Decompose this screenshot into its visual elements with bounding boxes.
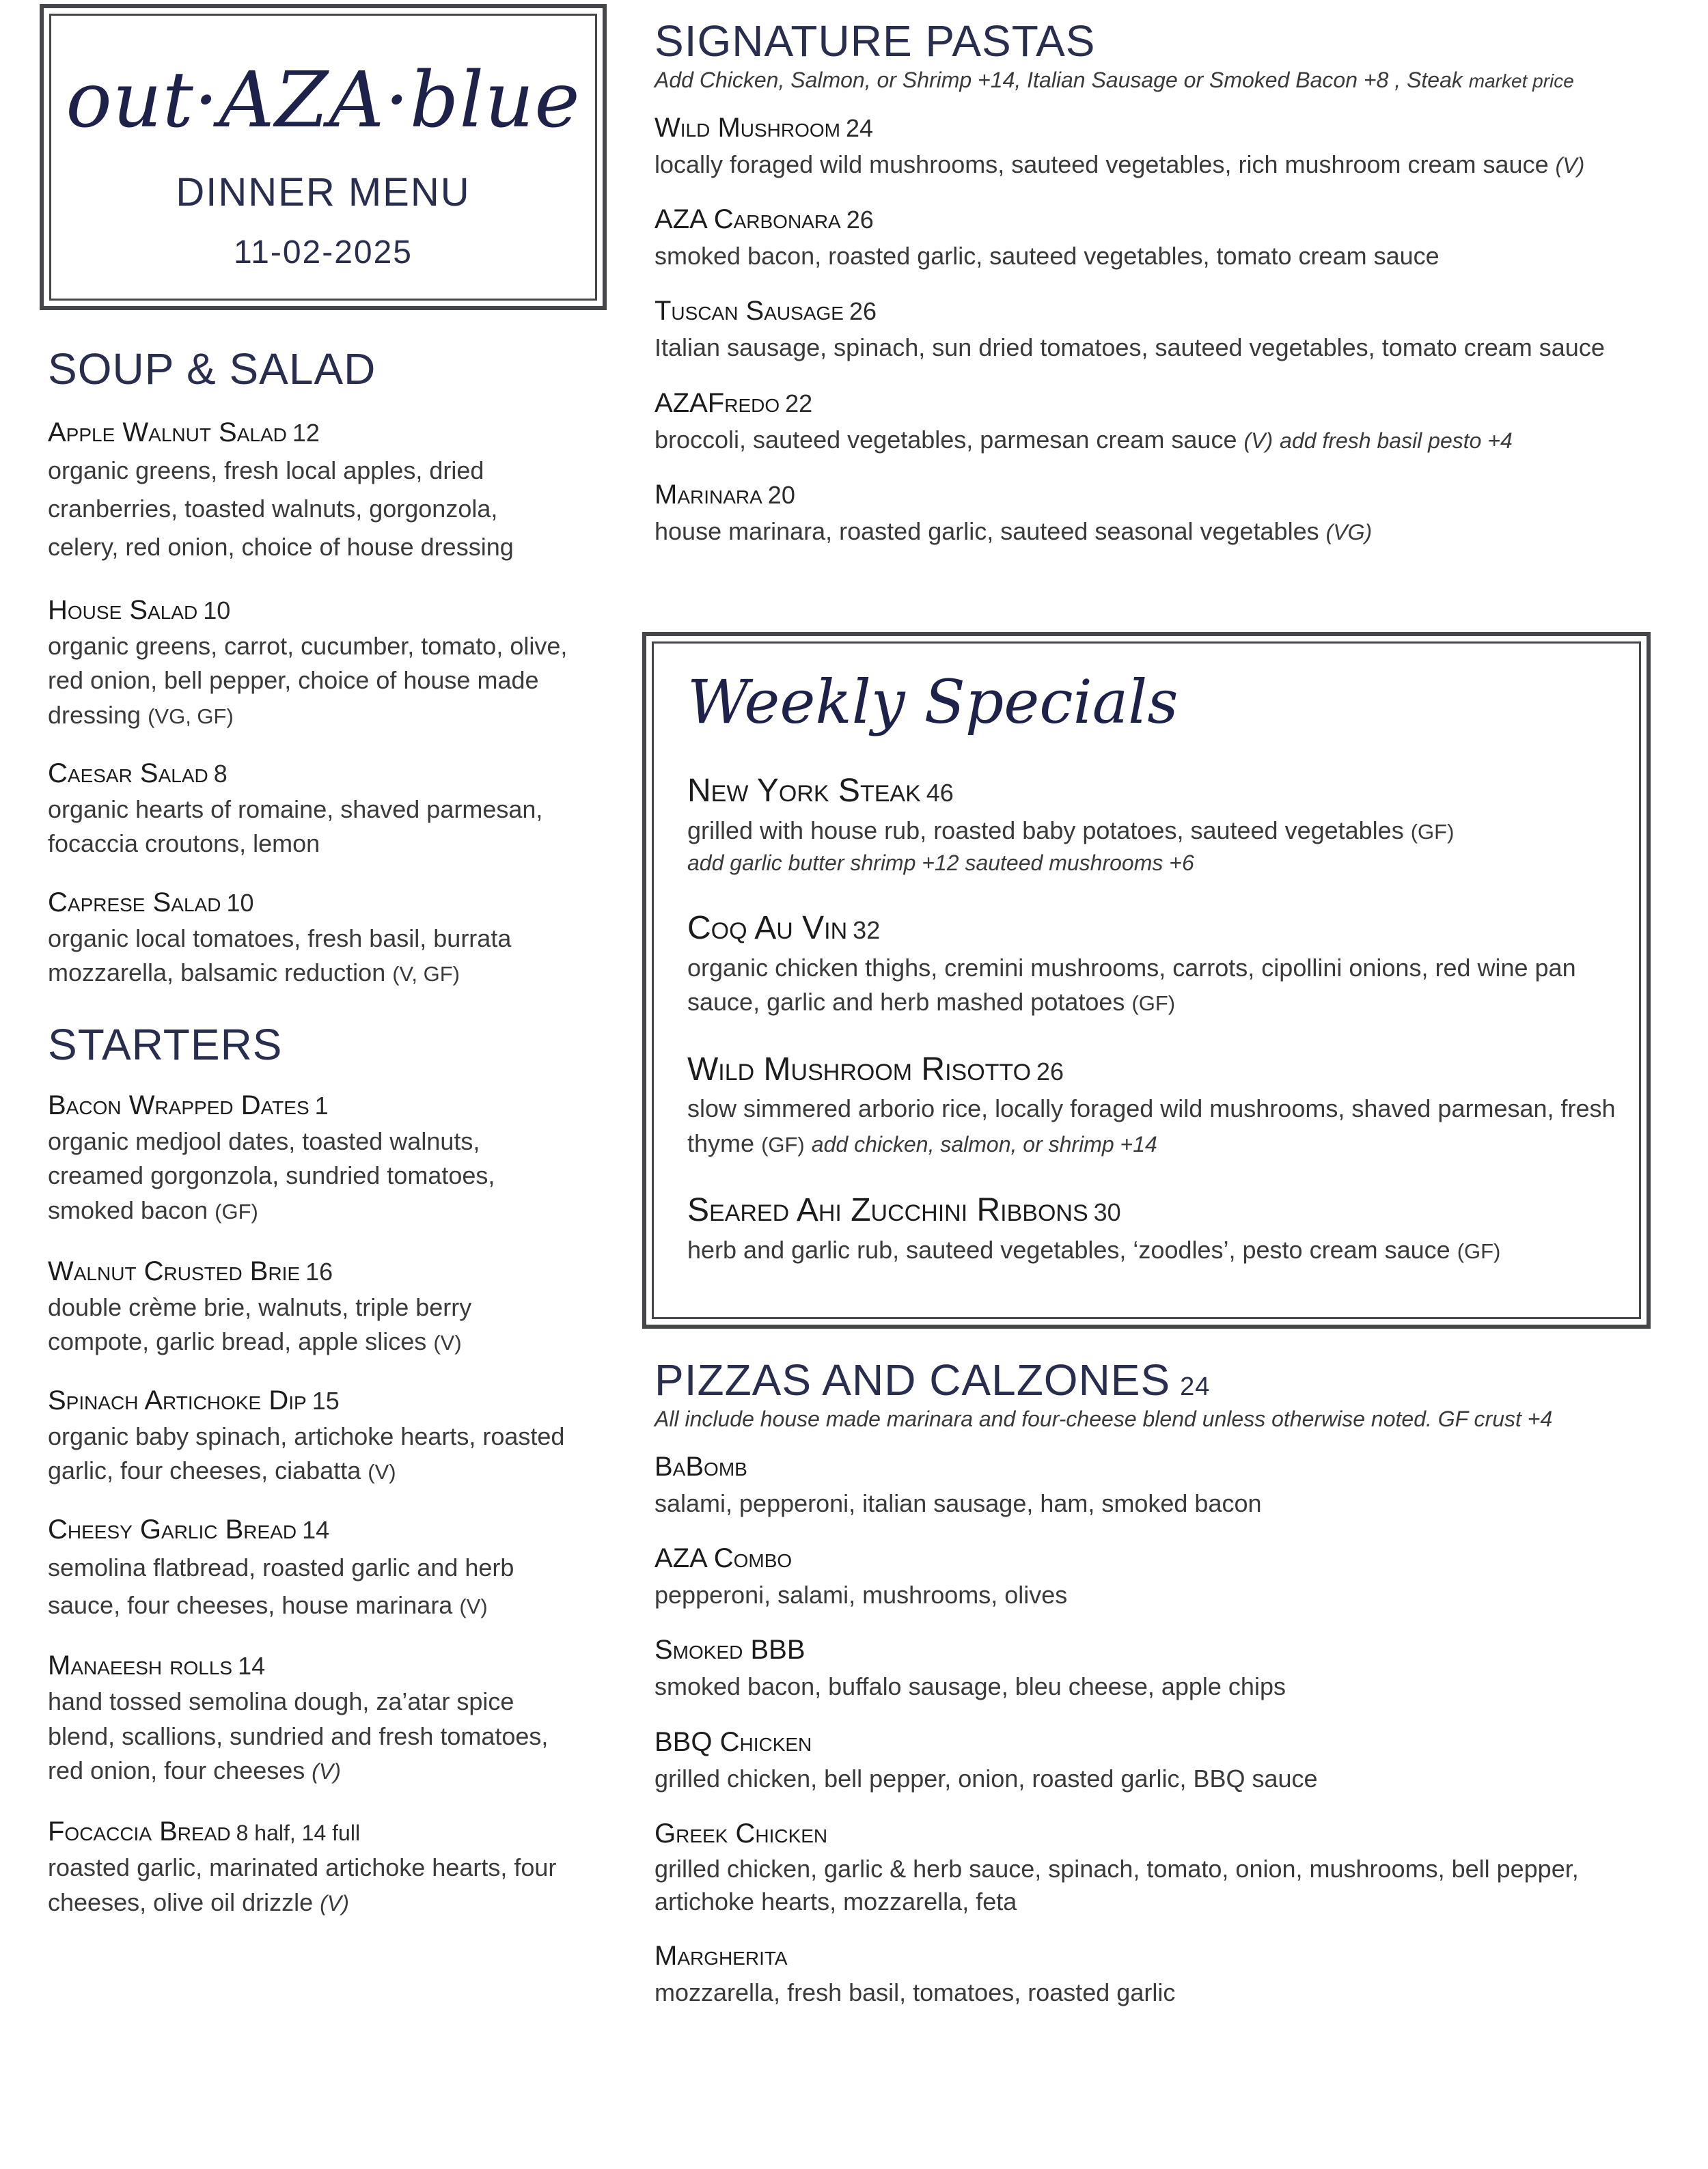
dietary-tag: (VG, GF) [148,704,234,728]
menu-item [48,757,574,861]
item-description: double crème brie, walnuts, triple berry compote, garlic bread, apple slices (V) [48,1293,472,1356]
item-name: Caprese Salad 10 [48,887,254,917]
menu-item [655,1633,1679,1704]
item-description: locally foraged wild mushrooms, sauteed vegetables, rich mushroom cream sauce (V) [655,150,1585,178]
soup-salad-section [48,345,574,991]
weekly-specials-box [642,632,1651,1329]
item-name: Caesar Salad 8 [48,758,228,788]
menu-item [655,1542,1679,1613]
item-price: 8 half, 14 full [236,1821,361,1846]
dietary-tag: (V) [320,1890,349,1916]
menu-item [48,1513,574,1625]
item-price: 26 [846,206,874,234]
item-price: 16 [305,1258,333,1286]
left-column [48,345,574,1920]
item-price: 14 [302,1515,330,1544]
item-name: New York Steak 46 [687,773,954,810]
item-price: 15 [312,1386,340,1415]
dietary-tag: (V, GF) [392,962,460,986]
menu-date: 11-02-2025 [234,234,413,271]
section-title: SOUP & SALAD [48,344,376,393]
item-description: organic greens, carrot, cucumber, tomato, olive, red onion, bell pepper, choice of house made dressing (VG, GF) [48,631,568,729]
dietary-tag: (V) [1243,428,1273,453]
item-add-on: add garlic butter shrimp +12 sauteed mushrooms +6 [687,851,1194,876]
item-description: broccoli, sauteed vegetables, parmesan cream sauce (V) add fresh basil pesto +4 [655,425,1513,454]
menu-item [655,294,1679,365]
menu-item [687,771,1630,879]
item-description: pepperoni, salami, mushrooms, olives [655,1581,1068,1610]
menu-item [655,1817,1679,1919]
pastas-section [655,17,1679,549]
item-name: Seared Ahi Zucchini Ribbons 30 [687,1191,1121,1228]
dietary-tag: (V) [459,1594,488,1619]
item-description: herb and garlic rub, sauteed vegetables, ‘zoodles’, pesto cream sauce (GF) [687,1235,1501,1264]
item-name: Manaeesh rolls 14 [48,1650,266,1681]
dietary-tag: (GF) [215,1199,258,1224]
item-price: 32 [853,916,881,945]
item-description: mozzarella, fresh basil, tomatoes, roasted garlic [655,1978,1176,2006]
item-name: Margherita [655,1940,788,1971]
item-name: Smoked BBB [655,1635,805,1666]
menu-item [687,909,1630,1019]
menu-item [655,478,1679,549]
item-add-on: add chicken, salmon, or shrimp +14 [811,1131,1157,1157]
item-name: Focaccia Bread 8 half, 14 full [48,1816,361,1847]
dietary-tag: (GF) [1131,991,1176,1016]
pizzas-section [655,1356,1679,2011]
item-name: AZAFredo 22 [655,387,813,418]
item-name: BaBomb [655,1451,747,1482]
menu-item [48,1255,574,1359]
item-description: slow simmered arborio rice, locally foraged wild mushrooms, shaved parmesan, fresh thyme (GF) add chicken, salmon, or shrimp +14 [687,1094,1616,1157]
dietary-tag: (V) [368,1460,396,1484]
menu-item [687,1191,1630,1267]
restaurant-header [40,4,607,310]
restaurant-logo: out·AZA·blue [66,56,581,145]
item-name: Marinara 20 [655,479,795,510]
dietary-tag: (V) [1555,152,1585,178]
menu-item [48,886,574,991]
item-name: Walnut Crusted Brie 16 [48,1256,333,1287]
item-description: roasted garlic, marinated artichoke hearts, four cheeses, olive oil drizzle (V) [48,1853,557,1916]
dietary-tag: (V) [433,1331,462,1355]
item-name: AZA Combo [655,1543,793,1574]
item-price: 46 [926,779,954,807]
item-description: semolina flatbread, roasted garlic and herb sauce, four cheeses, house marinara (V) [48,1553,514,1620]
menu-item [48,1384,574,1489]
weekly-specials-content [687,663,1630,1267]
menu-item [48,1089,574,1228]
section-title: STARTERS [48,1019,283,1069]
item-price: 14 [238,1652,266,1681]
specials-title: Weekly Specials [687,667,1179,737]
item-description: grilled chicken, bell pepper, onion, roasted garlic, BBQ sauce [655,1764,1318,1793]
item-description: organic baby spinach, artichoke hearts, roasted garlic, four cheeses, ciabatta (V) [48,1422,565,1485]
item-name: BBQ Chicken [655,1726,812,1757]
menu-item [655,1726,1679,1797]
item-description: grilled chicken, garlic & herb sauce, spinach, tomato, onion, mushrooms, bell pepper, artichoke hearts, mozzarella, feta [655,1854,1579,1916]
item-name: Coq Au Vin 32 [687,910,881,947]
item-description: salami, pepperoni, italian sausage, ham, smoked bacon [655,1489,1262,1517]
item-description: grilled with house rub, roasted baby potatoes, sauteed vegetables (GF) [687,816,1455,844]
item-name: Greek Chicken [655,1818,828,1849]
item-name: Bacon Wrapped Dates 1 [48,1090,329,1120]
item-price: 20 [767,480,795,509]
item-name: Cheesy Garlic Bread 14 [48,1514,330,1545]
item-name: Spinach Artichoke Dip 15 [48,1385,340,1415]
item-add-on: add fresh basil pesto +4 [1280,428,1513,453]
item-price: 22 [785,389,813,417]
section-note: All include house made marinara and four-cheese blend unless otherwise noted. GF crust +4 [655,1407,1553,1432]
item-description: Italian sausage, spinach, sun dried tomatoes, sauteed vegetables, tomato cream sauce [655,333,1605,362]
item-price: 30 [1093,1198,1121,1226]
menu-item [655,203,1679,274]
item-name: Wild Mushroom Risotto 26 [687,1051,1064,1088]
item-price: 10 [203,596,231,624]
dietary-tag: (GF) [1410,819,1455,844]
section-title: PIZZAS AND CALZONES 24 [655,1355,1211,1405]
item-description: organic chicken thighs, cremini mushrooms, carrots, cipollini onions, red wine pan sauce, garlic and herb mashed potatoes (GF) [687,953,1576,1017]
item-price: 8 [213,759,228,788]
menu-item [655,111,1679,182]
item-description: organic medjool dates, toasted walnuts, creamed gorgonzola, sundried tomatoes, smoked bacon (GF) [48,1127,495,1224]
section-title: SIGNATURE PASTAS [655,16,1096,66]
item-price: 26 [849,297,877,326]
item-name: Apple Walnut Salad 12 [48,417,320,448]
item-name: Wild Mushroom 24 [655,112,874,143]
item-description: smoked bacon, buffalo sausage, bleu cheese, apple chips [655,1672,1286,1701]
menu-item [48,1815,574,1920]
item-price: 24 [845,113,874,142]
item-name: Tuscan Sausage 26 [655,296,877,327]
item-price: 26 [1036,1057,1064,1086]
item-price: 10 [226,888,254,917]
dietary-tag: (GF) [761,1132,805,1157]
menu-item [655,1450,1679,1521]
dietary-tag: (V) [312,1759,341,1784]
item-price: 12 [292,419,320,447]
item-price: 1 [314,1091,329,1120]
menu-item [48,416,574,566]
menu-item [655,387,1679,458]
dietary-tag: (GF) [1457,1239,1501,1263]
item-name: House Salad 10 [48,594,231,625]
menu-title: DINNER MENU [176,170,471,215]
item-description: organic local tomatoes, fresh basil, burrata mozzarella, balsamic reduction (V, GF) [48,924,512,987]
item-description: smoked bacon, roasted garlic, sauteed vegetables, tomato cream sauce [655,242,1440,271]
dietary-tag: (VG) [1325,519,1373,544]
item-description: organic greens, fresh local apples, dried cranberries, toasted walnuts, gorgonzola, celery, red onion, choice of house dressing [48,456,514,561]
item-description: house marinara, roasted garlic, sauteed seasonal vegetables (VG) [655,516,1373,545]
section-note: Add Chicken, Salmon, or Shrimp +14, Italian Sausage or Smoked Bacon +8 , Steak market price [655,68,1574,93]
starters-section [48,1021,574,1920]
item-name: AZA Carbonara 26 [655,204,874,235]
item-description: hand tossed semolina dough, za’atar spice blend, scallions, sundried and fresh tomatoes, red onion, four cheeses (V) [48,1687,549,1785]
menu-item [687,1050,1630,1161]
menu-item [655,1939,1679,2011]
menu-item [48,1649,574,1788]
item-description: organic hearts of romaine, shaved parmesan, focaccia croutons, lemon [48,795,543,858]
section-price: 24 [1180,1372,1211,1401]
menu-item [48,594,574,732]
